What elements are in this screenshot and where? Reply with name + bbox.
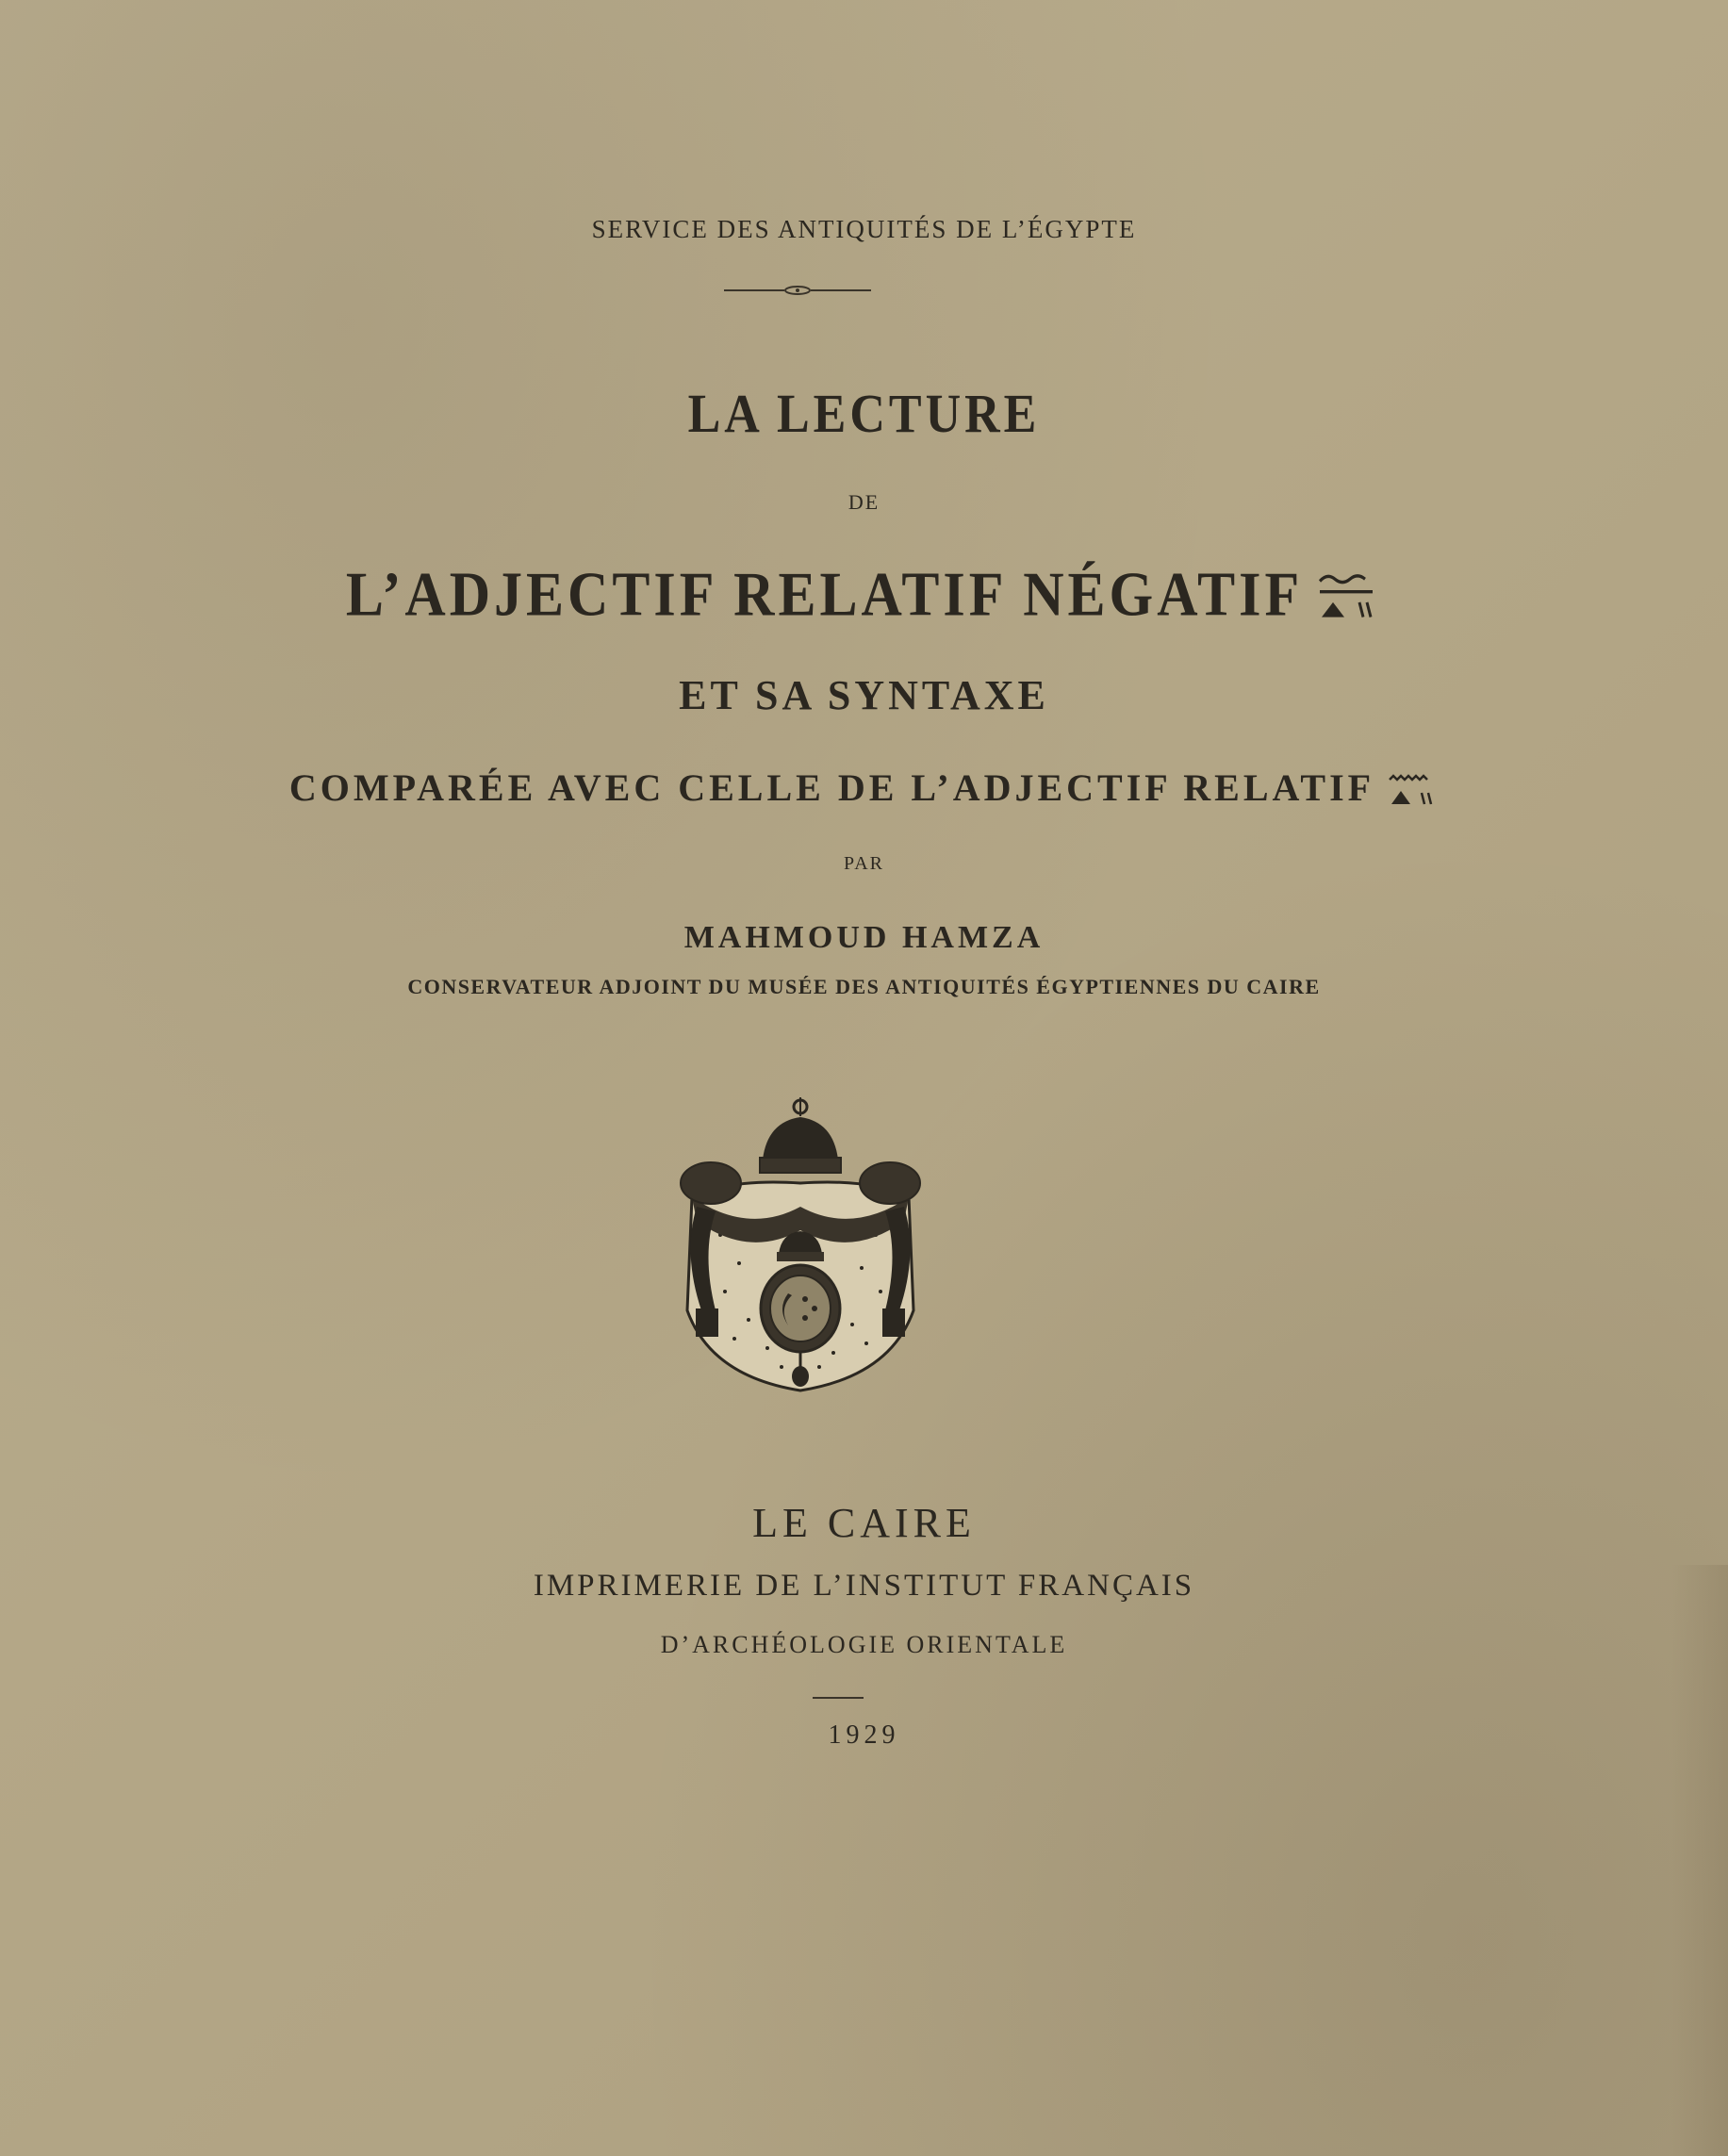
title-line-4-text: COMPARÉE AVEC CELLE DE L’ADJECTIF RELATIF xyxy=(288,766,1375,809)
ornament-divider xyxy=(722,283,873,298)
author-name: MAHMOUD HAMZA xyxy=(683,920,1045,955)
title-line-1: LA LECTURE xyxy=(687,384,1041,445)
title-line-2 xyxy=(0,558,1728,631)
imprint-city: LE CAIRE xyxy=(752,1500,976,1546)
byline-par: PAR xyxy=(843,853,885,874)
service-header: SERVICE DES ANTIQUITÉS DE L’ÉGYPTE xyxy=(591,215,1137,243)
imprint-printer-line-1: IMPRIMERIE DE L’INSTITUT FRANÇAIS xyxy=(533,1569,1195,1603)
title-connector: DE xyxy=(848,490,880,514)
title-line-4 xyxy=(0,765,1728,812)
author-affiliation: CONSERVATEUR ADJOINT DU MUSÉE DES ANTIQUITÉS ÉGYPTIENNES DU CAIRE xyxy=(407,975,1321,998)
hieroglyph-nty-icon xyxy=(1388,772,1439,812)
royal-coat-of-arms xyxy=(673,1094,928,1405)
imprint-year: 1929 xyxy=(828,1720,900,1750)
title-line-2-text: L’ADJECTIF RELATIF NÉGATIF xyxy=(345,558,1304,629)
imprint-rule xyxy=(813,1697,864,1699)
hieroglyph-iwty-icon xyxy=(1316,571,1382,631)
imprint-printer-line-2: D’ARCHÉOLOGIE ORIENTALE xyxy=(660,1631,1068,1658)
title-line-3: ET SA SYNTAXE xyxy=(679,672,1049,718)
